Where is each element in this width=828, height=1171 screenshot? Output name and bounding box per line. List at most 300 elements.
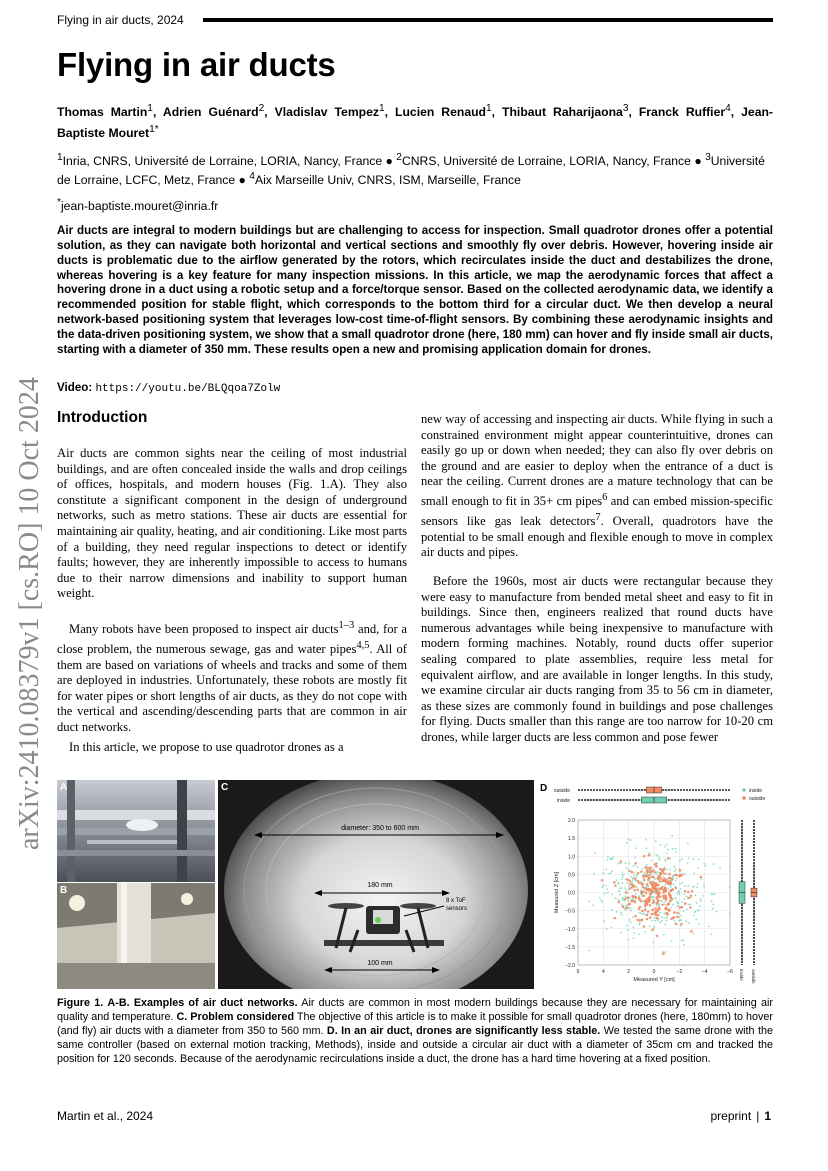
top-box-label: outside xyxy=(553,788,570,794)
scatter-point-outside xyxy=(662,891,665,894)
text-run: Many robots have been proposed to inspect air ducts xyxy=(69,622,339,637)
scatter-point-inside xyxy=(711,900,713,902)
scatter-point-outside xyxy=(654,863,657,866)
y-tick-label: 0.0 xyxy=(568,890,575,897)
x-tick-label: −4 xyxy=(701,969,708,975)
scatter-point-inside xyxy=(656,874,658,876)
intro-paragraph-3: In this article, we propose to use quadrotor drones as a xyxy=(69,739,344,754)
scatter-point-inside xyxy=(663,901,665,903)
drone-size-label: 180 mm xyxy=(367,882,393,889)
scatter-point-outside xyxy=(649,916,652,919)
scatter-point-outside xyxy=(614,884,617,887)
author-name: Thibaut Raharijaona xyxy=(502,105,623,120)
ceiling-duct-photo xyxy=(57,883,215,989)
caption-fig-number: Figure 1. xyxy=(57,997,104,1009)
scatter-point-inside xyxy=(659,921,661,923)
scatter-point-outside xyxy=(647,874,650,877)
text-run: and can embed mission-specific sensors like gas leak detectors xyxy=(421,494,773,528)
scatter-point-inside xyxy=(593,873,595,875)
scatter-point-outside xyxy=(652,909,655,912)
scatter-point-inside xyxy=(617,882,619,884)
scatter-point-outside xyxy=(629,882,632,885)
scatter-point-inside xyxy=(611,893,613,895)
scatter-point-inside xyxy=(605,885,607,887)
scatter-point-inside xyxy=(635,847,637,849)
scatter-point-outside xyxy=(653,900,656,903)
scatter-point-inside xyxy=(633,874,635,876)
scatter-point-outside xyxy=(619,860,622,863)
footer-page-info xyxy=(711,1109,772,1123)
scatter-point-inside xyxy=(664,951,666,953)
footer-citation: Martin et al., 2024 xyxy=(57,1109,154,1123)
section-heading-introduction: Introduction xyxy=(57,409,148,426)
y-tick-label: 2.0 xyxy=(568,818,575,824)
scatter-point-outside xyxy=(656,935,659,938)
scatter-point-inside xyxy=(702,895,704,897)
scatter-point-outside xyxy=(618,901,621,904)
scatter-point-outside xyxy=(668,880,671,883)
scatter-point-outside xyxy=(601,879,604,882)
tof-label-line2: sensors xyxy=(446,906,468,912)
scatter-point-outside xyxy=(633,885,636,888)
scatter-point-inside xyxy=(672,904,674,906)
scatter-point-inside xyxy=(666,915,668,917)
scatter-point-outside xyxy=(675,922,678,925)
scatter-point-outside xyxy=(656,917,659,920)
scatter-point-inside xyxy=(686,908,688,910)
scatter-point-inside xyxy=(712,904,714,906)
scatter-point-outside xyxy=(679,906,682,909)
panel-label-d: D xyxy=(540,783,548,794)
scatter-point-inside xyxy=(601,901,603,903)
scatter-point-inside xyxy=(649,925,651,927)
scatter-point-inside xyxy=(697,858,699,860)
scatter-point-outside xyxy=(655,887,658,890)
scatter-point-inside xyxy=(696,886,698,888)
author-name: Franck Ruffier xyxy=(638,105,726,120)
scatter-point-inside xyxy=(679,860,681,862)
right-column xyxy=(421,412,773,561)
citation-ref[interactable]: 1–3 xyxy=(338,620,355,631)
scatter-point-inside xyxy=(674,866,676,868)
scatter-point-outside xyxy=(671,878,674,881)
author-name: Adrien Guénard xyxy=(162,105,259,120)
scatter-point-outside xyxy=(657,876,660,879)
scatter-point-inside xyxy=(671,835,673,837)
scatter-point-outside xyxy=(661,868,664,871)
scatter-point-inside xyxy=(681,901,683,903)
scatter-point-inside xyxy=(638,924,640,926)
scatter-point-outside xyxy=(673,911,676,914)
scatter-point-inside xyxy=(654,892,656,894)
legend-swatch xyxy=(742,788,746,792)
scatter-point-inside xyxy=(635,893,637,895)
scatter-point-inside xyxy=(666,844,668,846)
scatter-point-outside xyxy=(657,890,660,893)
affiliations: $^1$Inria, CNRS, Université de Lorraine, LORIA, Nancy, France ● $^2$CNRS, Université de Lorraine, LORIA, Nancy, France ● $^3$Université de Lorraine, LCFC, Metz, France ● $^4$Aix Marseille Univ, CNRS, ISM, Marseille, France xyxy=(57,152,765,188)
scatter-point-inside xyxy=(667,888,669,890)
figure-panel-a-photo xyxy=(57,780,215,882)
scatter-point-inside xyxy=(693,873,695,875)
y-axis-label: Measured Z [cm] xyxy=(554,871,560,914)
scatter-point-outside xyxy=(661,871,664,874)
author-name: Thomas Martin xyxy=(57,105,148,120)
scatter-point-outside xyxy=(673,916,676,919)
scatter-point-outside xyxy=(662,879,665,882)
author-name: Jean-Baptiste Mouret xyxy=(57,105,773,141)
scatter-point-outside xyxy=(684,890,687,893)
scatter-point-inside xyxy=(630,907,632,909)
scatter-point-inside xyxy=(577,898,579,900)
scatter-point-inside xyxy=(692,886,694,888)
scatter-point-inside xyxy=(621,871,623,873)
scatter-point-inside xyxy=(626,842,628,844)
scatter-point-outside xyxy=(680,923,683,926)
scatter-point-inside xyxy=(669,858,671,860)
scatter-point-outside xyxy=(646,883,649,886)
scatter-point-outside xyxy=(628,870,631,873)
scatter-point-inside xyxy=(634,872,636,874)
scatter-point-outside xyxy=(646,918,649,921)
scatter-point-inside xyxy=(620,912,622,914)
scatter-point-outside xyxy=(662,894,665,897)
scatter-point-inside xyxy=(617,862,619,864)
scatter-point-outside xyxy=(687,891,690,894)
text-run: . All of them are based on variations of wheels and tracks and some of them are deployed in industries. Unfortunately, these robots are mostly fit for water pipes or short lengths of air ducts, as they do not cope with the vertical and ascending/descending parts that are common in air duct networks. xyxy=(57,641,407,734)
tof-label-line1: 8 x ToF xyxy=(446,898,466,904)
scatter-point-inside xyxy=(628,885,630,887)
caption-ab-title: A-B. Examples of air duct networks. xyxy=(107,997,298,1009)
figure-panel-c-photo xyxy=(218,780,534,989)
scatter-point-inside xyxy=(616,911,618,913)
scatter-point-outside xyxy=(635,896,638,899)
author-affiliation-mark: 2 xyxy=(258,103,265,114)
scatter-point-outside xyxy=(628,879,631,882)
scatter-point-inside xyxy=(671,940,673,942)
x-tick-label: 6 xyxy=(576,969,580,975)
scatter-point-outside xyxy=(650,889,653,892)
scatter-point-inside xyxy=(683,939,685,941)
scatter-point-inside xyxy=(685,920,687,922)
scatter-point-inside xyxy=(666,853,668,855)
scatter-point-inside xyxy=(648,891,650,893)
abstract: Air ducts are integral to modern buildings but are challenging to access for inspection. Small quadrotor drones offer a potential solution, as they can navigate both horizontal and vertical sections and smoothly fly over debris. However, hovering inside air ducts is problematic due to the airflow generated by the rotors, which recirculates inside the duct and destabilizes the drone, whereas hovering is a key feature for many inspection missions. In this article, we map the aerodynamic forces that affect a hovering drone in a duct using a robotic setup and a force/torque sensor. Based on the collected aerodynamic data, we identify a recommended position for stable flight, which corresponds to the bottom third for a circular duct. We then develop a neural network-based positioning system that leverages low-cost time-of-flight sensors. By combining these aerodynamic insights and the data-driven positioning system, we show that a small quadrotor drone (here, 180 mm) can hover and fly inside small air ducts, starting with a diameter of 350 mm. These results open a new and promising application domain for drones. xyxy=(57,224,773,356)
scatter-point-inside xyxy=(624,887,626,889)
scatter-point-inside xyxy=(626,925,628,927)
scatter-point-inside xyxy=(662,876,664,878)
scatter-point-outside xyxy=(648,854,651,857)
scatter-point-outside xyxy=(643,878,646,881)
scatter-point-inside xyxy=(675,868,677,870)
scatter-point-inside xyxy=(666,819,668,821)
scatter-point-inside xyxy=(699,905,701,907)
scatter-point-inside xyxy=(688,922,690,924)
scatter-point-inside xyxy=(679,894,681,896)
scatter-point-inside xyxy=(679,883,681,885)
scatter-point-outside xyxy=(634,915,637,918)
scatter-point-inside xyxy=(634,857,636,859)
scatter-point-outside xyxy=(675,887,678,890)
scatter-point-outside xyxy=(631,886,634,889)
legend-label: outside xyxy=(749,796,766,802)
scatter-point-outside xyxy=(664,886,667,889)
scatter-point-inside xyxy=(676,893,678,895)
scatter-point-outside xyxy=(642,886,645,889)
scatter-point-inside xyxy=(633,937,635,939)
scatter-point-inside xyxy=(688,904,690,906)
scatter-point-inside xyxy=(681,858,683,860)
scatter-point-outside xyxy=(653,870,656,873)
scatter-point-inside xyxy=(679,892,681,894)
scatter-point-outside xyxy=(629,903,632,906)
author-affiliation-mark: 1* xyxy=(149,124,159,136)
scatter-point-inside xyxy=(618,890,620,892)
scatter-point-outside xyxy=(669,900,672,903)
scatter-point-outside xyxy=(657,899,660,902)
scatter-point-outside xyxy=(649,881,652,884)
legend-label: inside xyxy=(749,788,763,794)
scatter-point-inside xyxy=(650,874,652,876)
industrial-duct-photo xyxy=(57,780,215,882)
scatter-point-inside xyxy=(614,897,616,899)
scatter-point-inside xyxy=(693,933,695,935)
scatter-point-outside xyxy=(650,866,653,869)
scatter-point-inside xyxy=(625,862,627,864)
scatter-point-inside xyxy=(696,902,698,904)
page-number: 1 xyxy=(764,1109,771,1123)
scatter-point-outside xyxy=(659,880,662,883)
scatter-point-outside xyxy=(670,897,673,900)
y-tick-label: 1.5 xyxy=(568,836,575,843)
scatter-point-inside xyxy=(619,887,621,889)
scatter-point-outside xyxy=(643,855,646,858)
scatter-point-outside xyxy=(634,877,637,880)
scatter-point-inside xyxy=(680,888,682,890)
scatter-point-inside xyxy=(675,897,677,899)
scatter-point-outside xyxy=(630,900,633,903)
scatter-point-outside xyxy=(648,896,651,899)
affiliation-number: 3 xyxy=(705,152,711,163)
scatter-point-inside xyxy=(630,922,632,924)
scatter-point-inside xyxy=(631,881,633,883)
scatter-point-inside xyxy=(622,876,624,878)
scatter-point-inside xyxy=(627,839,629,841)
scatter-point-outside xyxy=(643,925,646,928)
corresponding-email xyxy=(57,197,218,213)
scatter-point-outside xyxy=(652,928,655,931)
scatter-point-outside xyxy=(637,872,640,875)
scatter-point-inside xyxy=(703,886,705,888)
scatter-point-inside xyxy=(710,934,712,936)
scatter-point-inside xyxy=(701,879,703,881)
scatter-point-outside xyxy=(645,891,648,894)
scatter-point-inside xyxy=(664,846,666,848)
scatter-point-outside xyxy=(641,910,644,913)
scatter-point-inside xyxy=(678,920,680,922)
scatter-point-outside xyxy=(626,878,629,881)
scatter-point-inside xyxy=(654,878,656,880)
scatter-point-inside xyxy=(667,849,669,851)
scatter-point-outside xyxy=(658,906,661,909)
citation-ref[interactable]: 7 xyxy=(595,511,601,523)
panel-label-b: B xyxy=(60,885,68,896)
scatter-point-inside xyxy=(610,872,612,874)
scatter-point-inside xyxy=(645,907,647,909)
scatter-point-inside xyxy=(675,848,677,850)
scatter-point-inside xyxy=(696,883,698,885)
scatter-point-inside xyxy=(697,910,699,912)
scatter-point-outside xyxy=(679,869,682,872)
scatter-point-inside xyxy=(669,869,671,871)
scatter-point-inside xyxy=(606,888,608,890)
scatter-point-inside xyxy=(652,896,654,898)
intro-paragraph-2 xyxy=(57,618,407,736)
scatter-point-inside xyxy=(683,893,685,895)
x-tick-label: 2 xyxy=(627,969,631,975)
scatter-point-inside xyxy=(666,917,668,919)
scatter-point-inside xyxy=(677,905,679,907)
scatter-point-inside xyxy=(633,865,635,867)
caption-c-title: C. Problem considered xyxy=(176,1010,295,1023)
scatter-point-inside xyxy=(611,909,613,911)
scatter-point-inside xyxy=(604,893,606,895)
scatter-point-outside xyxy=(676,916,679,919)
scatter-point-inside xyxy=(621,887,623,889)
scatter-point-outside xyxy=(661,903,664,906)
legend-swatch xyxy=(742,796,746,800)
scatter-point-outside xyxy=(613,881,616,884)
scatter-point-outside xyxy=(646,914,649,917)
scatter-point-inside xyxy=(627,939,629,941)
scatter-point-inside xyxy=(695,910,697,912)
scatter-point-inside xyxy=(698,923,700,925)
scatter-point-inside xyxy=(620,932,622,934)
y-tick-label: −1.5 xyxy=(565,944,575,951)
scatter-point-inside xyxy=(684,873,686,875)
scatter-point-outside xyxy=(687,897,690,900)
affiliation-number: 2 xyxy=(396,152,402,163)
scatter-point-inside xyxy=(661,920,663,922)
scatter-point-outside xyxy=(656,902,659,905)
scatter-point-outside xyxy=(690,930,693,933)
scatter-point-inside xyxy=(612,857,614,859)
scatter-point-outside xyxy=(655,911,658,914)
scatter-point-inside xyxy=(632,877,634,879)
scatter-point-inside xyxy=(611,926,613,928)
scatter-point-inside xyxy=(684,885,686,887)
scatter-point-inside xyxy=(693,915,695,917)
scatter-point-outside xyxy=(638,882,641,885)
scatter-point-inside xyxy=(658,859,660,861)
citation-ref[interactable]: 4,5 xyxy=(356,639,370,651)
scatter-point-inside xyxy=(687,842,689,844)
scatter-point-outside xyxy=(668,892,671,895)
scatter-point-outside xyxy=(640,882,643,885)
scatter-point-inside xyxy=(664,859,666,861)
scatter-point-inside xyxy=(594,852,596,854)
scatter-point-inside xyxy=(666,868,668,870)
video-link[interactable]: https://youtu.be/BLQqoa7Zolw xyxy=(95,383,281,395)
intro-paragraph-5: Before the 1960s, most air ducts were rectangular because they were easy to manufacture from bended metal sheet and easy to fit in buildings. Since then, engineers realized that round ducts have numerous advantages while being inexpensive to manufacture with modern forming machines. Notably, round ducts offer superior sealing compared to plate assemblies, require less metal for equivalent airflow, and are available in longer lengths. In this study, we examine circular air ducts ranging from 35 to 56 cm in diameter, as these sizes are commonly found in buildings and pose challenges for flying. Ducts smaller than this range are too narrow for 10-20 cm drones, while larger ducts are less common and pose fewer xyxy=(421,574,773,744)
scatter-point-inside xyxy=(674,871,676,873)
scatter-point-inside xyxy=(636,866,638,868)
email-address: jean-baptiste.mouret@inria.fr xyxy=(60,199,219,214)
scatter-point-inside xyxy=(658,903,660,905)
scatter-point-inside xyxy=(712,908,714,910)
scatter-point-outside xyxy=(631,871,634,874)
x-tick-label: −6 xyxy=(727,969,733,975)
citation-ref[interactable]: 6 xyxy=(602,491,608,503)
text-run: new way of accessing and inspecting air ducts. While flying in such a constrained environment might appear counterintuitive, drones can easily go up or down when needed; they can also fly over debris on the ground and are easier to deploy when the entrance of a duct is near the ceiling. Current drones are a mature technology that can be small enough to fit in 35+ cm pipes xyxy=(421,412,773,509)
panel-label-c: C xyxy=(221,782,229,793)
scatter-point-outside xyxy=(655,883,658,886)
scatter-point-inside xyxy=(632,916,634,918)
scatter-point-inside xyxy=(664,903,666,905)
figure-panel-d-chart xyxy=(538,780,778,989)
scatter-point-inside xyxy=(657,920,659,922)
scatter-point-inside xyxy=(607,856,609,858)
scatter-point-inside xyxy=(623,873,625,875)
scatter-point-inside xyxy=(629,897,631,899)
scatter-point-outside xyxy=(652,876,655,879)
scatter-point-inside xyxy=(636,875,638,877)
scatter-point-outside xyxy=(625,891,628,894)
scatter-point-inside xyxy=(675,880,677,882)
caption-d-text: We tested the same drone with the same controller (based on external motion tracking, Methods), inside and outside a circular air duct with a diameter of 35cm cm and tracked the position for 120 seconds. Because of the aerodynamic recirculations inside a duct, the drone has a hard time hovering at a fixed position. xyxy=(57,1024,773,1065)
author-name: Lucien Renaud xyxy=(395,105,486,120)
scatter-point-inside xyxy=(633,932,635,934)
affiliation-text: Université de Lorraine, LCFC, Metz, France xyxy=(57,154,765,188)
scatter-point-outside xyxy=(659,873,662,876)
scatter-point-outside xyxy=(666,903,669,906)
scatter-point-inside xyxy=(621,914,623,916)
scatter-point-outside xyxy=(639,919,642,922)
scatter-point-outside xyxy=(657,914,660,917)
frame-size-label: 100 mm xyxy=(367,960,393,967)
scatter-point-outside xyxy=(700,876,703,879)
scatter-point-inside xyxy=(619,894,621,896)
scatter-point-inside xyxy=(664,913,666,915)
caption-c-text: The objective of this article is to make it possible for small quadrotor drones (here, 180mm) to hover (and fly) air ducts with a diameter from 350 to 560 mm. xyxy=(57,1010,773,1037)
scatter-point-inside xyxy=(664,866,666,868)
scatter-point-inside xyxy=(708,925,710,927)
scatter-point-inside xyxy=(644,931,646,933)
scatter-point-inside xyxy=(663,934,665,936)
scatter-point-outside xyxy=(634,862,637,865)
x-tick-label: 4 xyxy=(601,969,605,975)
scatter-point-inside xyxy=(677,890,679,892)
scatter-point-outside xyxy=(642,875,645,878)
scatter-point-inside xyxy=(657,855,659,857)
scatter-point-outside xyxy=(679,875,682,878)
scatter-point-inside xyxy=(697,867,699,869)
figure-caption xyxy=(57,997,773,1067)
scatter-point-inside xyxy=(664,884,666,886)
scatter-point-inside xyxy=(592,904,594,906)
scatter-point-inside xyxy=(577,937,579,939)
scatter-point-inside xyxy=(646,864,648,866)
scatter-point-inside xyxy=(679,916,681,918)
scatter-point-inside xyxy=(703,883,705,885)
scatter-point-outside xyxy=(654,907,657,910)
scatter-point-inside xyxy=(626,889,628,891)
scatter-point-inside xyxy=(605,869,607,871)
author-affiliation-mark: 1 xyxy=(147,103,153,114)
scatter-point-inside xyxy=(658,857,660,859)
left-column-continued xyxy=(57,618,407,755)
scatter-point-outside xyxy=(657,895,660,898)
scatter-point-inside xyxy=(689,897,691,899)
